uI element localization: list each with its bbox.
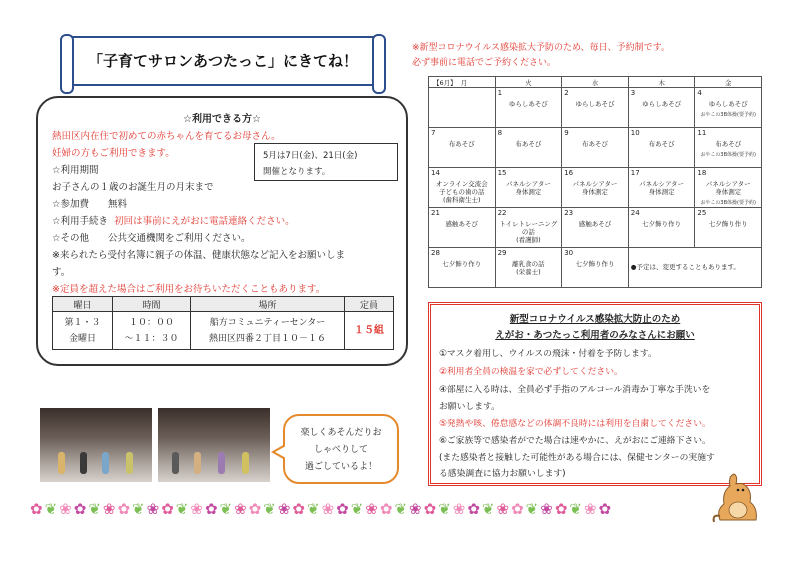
time-line: １０：００ [128, 317, 174, 328]
calendar-event: ゆらしあそび [575, 100, 615, 108]
calendar-week [429, 248, 762, 288]
calendar-event: パネルシアター [572, 180, 618, 188]
info-line: ☆その他 公共交通機関をご利用ください。 [52, 233, 251, 244]
calendar-day-cell [495, 168, 562, 208]
calendar-event: 布あそび [715, 140, 742, 148]
calendar-week [429, 208, 762, 248]
bubble-line: 過ごしているよ！ [304, 462, 377, 472]
time-line: ～１１：３０ [124, 333, 179, 344]
calendar-day-cell [562, 128, 629, 168]
calendar-event: (栄養士) [516, 268, 541, 276]
calendar-event: 七夕飾り作り [442, 260, 482, 268]
schedule-header: 時間 [113, 297, 191, 312]
speech-bubble [283, 414, 399, 484]
calendar-week [429, 128, 762, 168]
covid-line: ⑤発熱や咳、倦怠感などの体調不良時には利用を自粛してください。 [439, 419, 711, 429]
calendar-day-cell [495, 88, 562, 128]
page-title: 「子育てサロンあつたっこ」にきてね！ [87, 52, 358, 70]
calendar-event: 身体測定 [648, 188, 675, 196]
calendar-event: ゆらしあそび [642, 100, 682, 108]
calendar-date: 8 [497, 129, 503, 137]
calendar-day-cell [695, 88, 762, 128]
bubble-line: しゃべりして [313, 445, 368, 455]
kangaroo-mascot-icon [712, 470, 764, 526]
calendar-date: 23 [564, 209, 574, 217]
calendar-event: パネルシアター [639, 180, 685, 188]
calendar-header: 火 [495, 77, 562, 88]
calendar-date: 7 [431, 129, 436, 137]
calendar-day-cell [429, 168, 496, 208]
day-line: 金曜日 [68, 333, 96, 344]
june-calendar [428, 76, 762, 288]
notice-line: 5月は7日(金)、21日(金) [263, 151, 358, 161]
calendar-day-cell [429, 88, 496, 128]
info-line: ※定員を超えた場合はご利用をお待ちいただくこともあります。 [52, 284, 326, 295]
person-figure [126, 452, 133, 474]
calendar-subnote: おやこの3B体操(要予約) [700, 112, 756, 118]
person-figure [242, 452, 249, 474]
calendar-date: 11 [697, 129, 707, 137]
calendar-event: 七夕飾り作り [642, 220, 682, 228]
calendar-date: 30 [564, 249, 574, 257]
calendar-event: 身体測定 [715, 188, 742, 196]
calendar-event: オンライン交流会 [435, 180, 488, 188]
month-label: 【6月】 [433, 78, 457, 87]
calendar-day-cell [562, 88, 629, 128]
weekday-label: 月 [460, 78, 468, 87]
calendar-subnote: おやこの3B体操(要予約) [700, 152, 756, 158]
eligibility-box [36, 96, 408, 366]
info-line [52, 213, 295, 227]
salon-photo [40, 408, 152, 482]
calendar-date: 21 [431, 209, 440, 217]
reservation-note: 必ず事前に電話でご予約ください。 [412, 58, 557, 68]
calendar-day-cell [429, 128, 496, 168]
bubble-line: 楽しくあそんだりお [300, 428, 382, 438]
person-figure [102, 452, 109, 474]
calendar-header: 金 [695, 77, 762, 88]
calendar-day-cell [495, 128, 562, 168]
info-label: ☆利用手続き [52, 216, 109, 227]
place-line: 熱田区四番２丁目１０－１６ [208, 333, 326, 344]
calendar-date: 28 [431, 249, 440, 257]
calendar-event: 七夕飾り作り [708, 220, 748, 228]
calendar-event: 感触あそび [445, 220, 479, 228]
covid-line: ④部屋に入る時は、全員必ず手指のアルコール消毒か丁寧な手洗いを [439, 385, 711, 395]
notice-line: 開催となります。 [263, 167, 331, 177]
schedule-capacity: １５組 [345, 312, 394, 350]
calendar-event: パネルシアター [705, 180, 751, 188]
calendar-event: (看護師) [516, 236, 541, 244]
calendar-date: 15 [497, 169, 507, 177]
calendar-day-cell [628, 88, 695, 128]
calendar-event: パネルシアター [505, 180, 551, 188]
calendar-day-cell [562, 208, 629, 248]
schedule-header: 場所 [191, 297, 345, 312]
info-line: ☆利用期間 [52, 165, 99, 176]
calendar-day-cell [429, 248, 496, 288]
info-line: 熱田区内在住で初めての赤ちゃんを育てるお母さん。 [52, 131, 281, 142]
schedule-time [113, 312, 191, 350]
person-figure [218, 452, 225, 474]
calendar-day-cell [628, 248, 761, 288]
calendar-day-cell [628, 168, 695, 208]
calendar-date: 4 [697, 89, 702, 97]
calendar-day-cell [695, 168, 762, 208]
eligibility-heading: ☆利用できる方☆ [183, 114, 261, 125]
calendar-event: 布あそび [448, 140, 475, 148]
schedule-place [191, 312, 345, 350]
title-banner [68, 36, 378, 86]
calendar-event: 身体測定 [581, 188, 608, 196]
calendar-event: (歯科衛生士) [443, 196, 481, 204]
calendar-day-cell [628, 208, 695, 248]
calendar-day-cell [429, 208, 496, 248]
calendar-day-cell [495, 248, 562, 288]
may-notice [254, 143, 398, 181]
calendar-date: 1 [497, 89, 503, 97]
calendar-date: 29 [497, 249, 507, 257]
day-line: 第１・３ [64, 317, 101, 328]
schedule-table [52, 296, 394, 350]
calendar-event: 布あそび [648, 140, 675, 148]
calendar-week [429, 168, 762, 208]
calendar-header-month [429, 77, 496, 88]
calendar-week [429, 88, 762, 128]
calendar-date: 25 [697, 209, 707, 217]
covid-line: ①マスク着用し、ウイルスの飛沫・付着を予防します。 [439, 349, 657, 359]
calendar-date: 2 [564, 89, 569, 97]
info-line: 妊婦の方もご利用できます。 [52, 148, 175, 159]
person-figure [58, 452, 65, 474]
calendar-date: 17 [630, 169, 640, 177]
salon-photo [158, 408, 270, 482]
info-line-red: 初回は事前にえがおに電話連絡ください。 [114, 216, 295, 227]
covid-heading: えがお・あつたっこ利用者のみなさんにお願い [495, 330, 695, 341]
info-line: ☆参加費 無料 [52, 199, 128, 210]
calendar-day-cell [695, 208, 762, 248]
calendar-event: ゆらしあそび [708, 100, 748, 108]
calendar-date: 18 [697, 169, 707, 177]
person-figure [172, 452, 179, 474]
flower-border: ✿❦❀✿❦❀✿❦❀✿❦❀✿❦❀✿❦❀✿❦❀✿❦❀✿❦❀✿❦❀✿❦❀✿❦❀✿❦❀✿ [30, 500, 614, 518]
reservation-note: ※新型コロナウイルス感染拡大予防のため、毎日、予約制です。 [412, 43, 670, 53]
schedule-header: 曜日 [53, 297, 113, 312]
calendar-event: 布あそび [515, 140, 542, 148]
calendar-event: 子どもの歯の話 [439, 188, 485, 196]
schedule-header: 定員 [345, 297, 394, 312]
covid-line: お願いします。 [439, 402, 500, 412]
schedule-day [53, 312, 113, 350]
covid-notice [428, 302, 762, 486]
calendar-day-cell [562, 248, 629, 288]
info-line: ※来られたら受付名簿に親子の体温、健康状態など記入をお願いしま [52, 250, 345, 261]
calendar-date: 24 [630, 209, 640, 217]
covid-line: る感染調査に協力お願いします) [439, 469, 566, 479]
calendar-date: 9 [564, 129, 569, 137]
info-line: お子さんの１歳のお誕生月の月末まで [52, 182, 214, 193]
calendar-date: 14 [431, 169, 440, 177]
covid-line: ⑥ご家族等で感染者がでた場合は速やかに、えがおにご連絡下さい。 [439, 436, 711, 446]
calendar-event: 離乳食の話 [512, 260, 545, 268]
person-figure [80, 452, 87, 474]
calendar-date: 22 [497, 209, 507, 217]
person-figure [194, 452, 201, 474]
calendar-event: の話 [521, 228, 535, 236]
calendar-event: 布あそび [581, 140, 608, 148]
calendar-date: 3 [630, 89, 636, 97]
calendar-subnote: おやこの3B体操(要予約) [700, 200, 756, 206]
calendar-date: 10 [630, 129, 640, 137]
covid-line: (また感染者と接触した可能性がある場合には、保健センターの実施す [439, 453, 715, 463]
calendar-event: 身体測定 [515, 188, 542, 196]
place-line: 船方コミュニティーセンター [209, 317, 326, 328]
calendar-day-cell [695, 128, 762, 168]
covid-line: ②利用者全員の検温を家で必ずしてください。 [439, 367, 623, 377]
calendar-event: トイレトレーニング [499, 220, 558, 228]
calendar-event: 七夕飾り作り [575, 260, 615, 268]
calendar-header: 木 [628, 77, 695, 88]
calendar-event: 感触あそび [578, 220, 612, 228]
calendar-day-cell [495, 208, 562, 248]
calendar-header: 水 [562, 77, 629, 88]
calendar-note: ●予定は、変更することもあります。 [630, 263, 740, 271]
info-line: す。 [52, 267, 71, 278]
calendar-date: 16 [564, 169, 574, 177]
calendar-day-cell [628, 128, 695, 168]
covid-heading: 新型コロナウイルス感染拡大防止のため [509, 314, 681, 325]
calendar-day-cell [562, 168, 629, 208]
calendar-event: ゆらしあそび [508, 100, 548, 108]
